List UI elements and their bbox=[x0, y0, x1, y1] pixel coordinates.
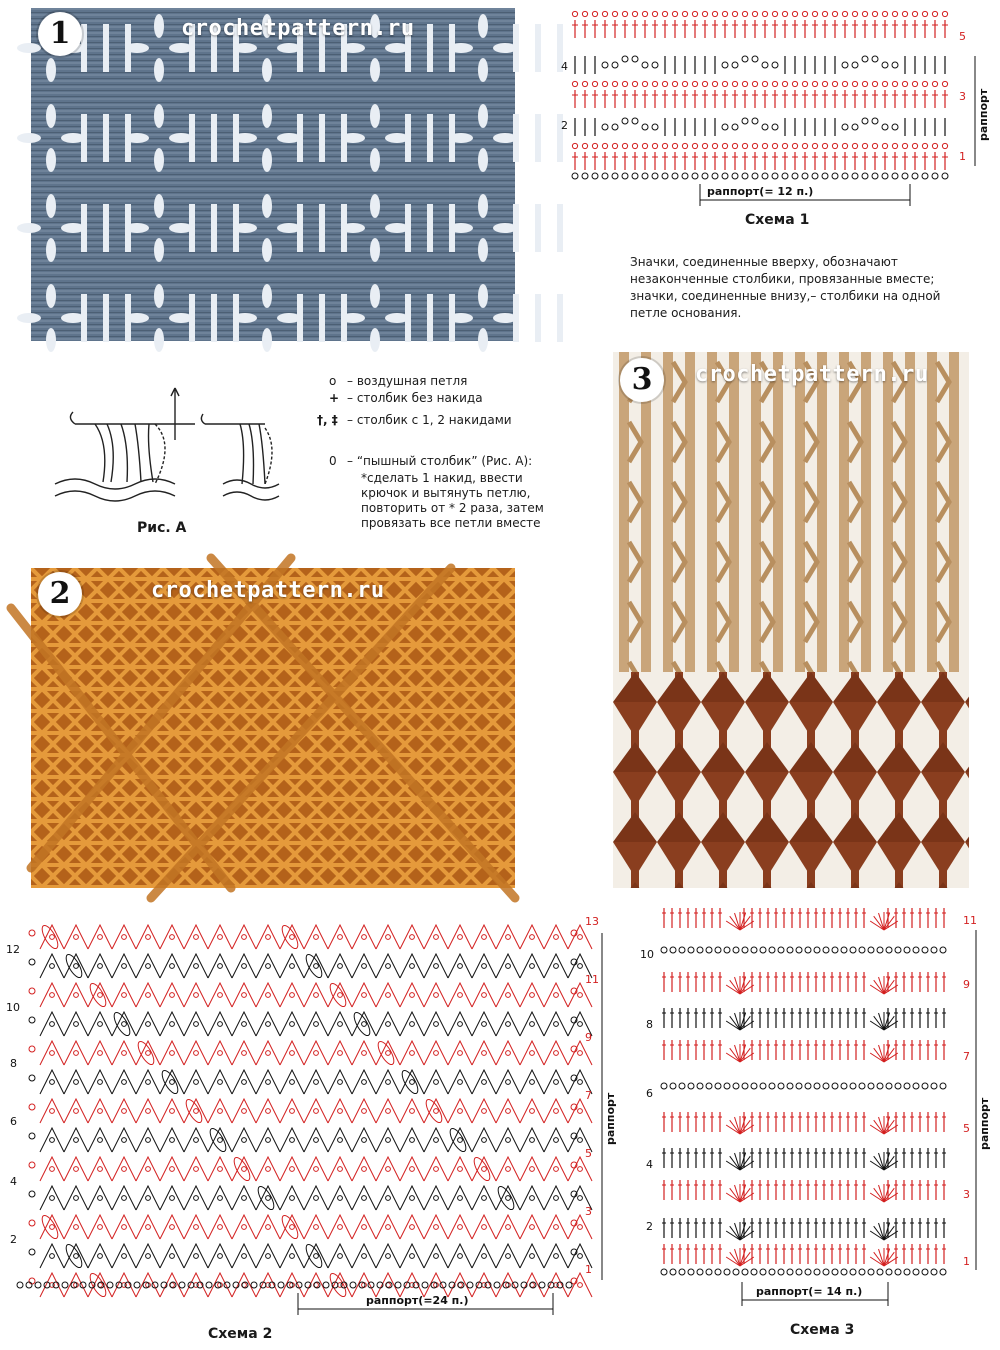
row-number: 4 bbox=[10, 1175, 17, 1188]
scheme-3-title: Схема 3 bbox=[790, 1322, 855, 1338]
mesh-hole bbox=[125, 313, 149, 323]
mesh-hole bbox=[233, 43, 257, 53]
mesh-bar bbox=[427, 294, 433, 342]
mesh-bar bbox=[319, 114, 325, 162]
legend-puff-description bbox=[361, 471, 544, 531]
mesh-hole bbox=[154, 284, 164, 308]
mesh-hole bbox=[46, 284, 56, 308]
scheme-2-title: Схема 2 bbox=[208, 1326, 273, 1342]
mesh-bar bbox=[405, 204, 411, 252]
row-number: 5 bbox=[959, 30, 966, 43]
mesh-hole bbox=[154, 58, 164, 82]
mesh-hole bbox=[370, 104, 380, 128]
mesh-bar bbox=[319, 204, 325, 252]
row-number: 2 bbox=[10, 1233, 17, 1246]
mesh-bar bbox=[211, 114, 217, 162]
mesh-hole bbox=[154, 194, 164, 218]
mesh-bar bbox=[535, 24, 541, 72]
mesh-bar bbox=[211, 204, 217, 252]
mesh-bar bbox=[103, 294, 109, 342]
scheme-1-diagram bbox=[555, 6, 995, 216]
mesh-hole bbox=[478, 104, 488, 128]
mesh-hole bbox=[262, 58, 272, 82]
rapport-label: раппорт(= 14 п.) bbox=[756, 1285, 863, 1298]
mesh-hole bbox=[46, 238, 56, 262]
mesh-bar bbox=[81, 114, 87, 162]
mesh-hole bbox=[154, 104, 164, 128]
mesh-hole bbox=[449, 133, 473, 143]
legend-text: – столбик без накида bbox=[347, 391, 483, 405]
row-number: 3 bbox=[959, 90, 966, 103]
figure-a-illustration bbox=[35, 380, 305, 510]
mesh-hole bbox=[262, 284, 272, 308]
symbol-legend bbox=[315, 372, 575, 542]
mesh-hole bbox=[46, 148, 56, 172]
row-number: 3 bbox=[585, 1205, 592, 1218]
mesh-bar bbox=[297, 204, 303, 252]
mesh-hole bbox=[46, 58, 56, 82]
row-number: 4 bbox=[646, 1158, 653, 1171]
note-line: незаконченные столбики, провязанные вместе; bbox=[630, 272, 935, 286]
mesh-bar bbox=[427, 204, 433, 252]
mesh-bar bbox=[427, 114, 433, 162]
legend-line: крючок и вытянуть петлю, bbox=[361, 486, 531, 500]
mesh-hole bbox=[370, 58, 380, 82]
mesh-hole bbox=[125, 43, 149, 53]
mesh-hole bbox=[478, 328, 488, 352]
mesh-bar bbox=[535, 114, 541, 162]
rapport-side-label: раппорт bbox=[978, 1097, 991, 1150]
row-number: 6 bbox=[10, 1115, 17, 1128]
mesh-hole bbox=[262, 148, 272, 172]
rapport-label: раппорт(=24 п.) bbox=[366, 1294, 469, 1307]
row-number: 5 bbox=[963, 1122, 970, 1135]
mesh-hole bbox=[449, 313, 473, 323]
legend-item bbox=[329, 454, 532, 469]
mesh-hole bbox=[370, 284, 380, 308]
mesh-hole bbox=[46, 194, 56, 218]
legend-text: – столбик с 1, 2 накидами bbox=[347, 413, 512, 427]
mesh-bar bbox=[535, 204, 541, 252]
mesh-bar bbox=[297, 114, 303, 162]
mesh-hole bbox=[370, 148, 380, 172]
legend-item bbox=[329, 374, 467, 389]
mesh-hole bbox=[154, 328, 164, 352]
mesh-hole bbox=[154, 238, 164, 262]
row-number: 8 bbox=[10, 1057, 17, 1070]
mesh-hole bbox=[478, 148, 488, 172]
photo-number-badge: 3 bbox=[620, 358, 664, 402]
mesh-hole bbox=[449, 43, 473, 53]
legend-item bbox=[329, 391, 483, 406]
mesh-bar bbox=[297, 294, 303, 342]
mesh-hole bbox=[262, 328, 272, 352]
photo-number-badge: 1 bbox=[38, 12, 82, 56]
photo-number-badge: 2 bbox=[38, 572, 82, 616]
mesh-bar bbox=[513, 114, 519, 162]
note-text bbox=[630, 254, 990, 322]
mesh-bar bbox=[427, 24, 433, 72]
mesh-bar bbox=[189, 114, 195, 162]
mesh-bar bbox=[405, 294, 411, 342]
row-number: 1 bbox=[959, 150, 966, 163]
rapport-label: раппорт(= 12 п.) bbox=[707, 185, 814, 198]
scheme-1-title: Схема 1 bbox=[745, 212, 810, 228]
row-number: 1 bbox=[585, 1263, 592, 1276]
mesh-hole bbox=[262, 104, 272, 128]
mesh-hole bbox=[478, 58, 488, 82]
row-number: 9 bbox=[963, 978, 970, 991]
mesh-bar bbox=[189, 294, 195, 342]
note-line: петле основания. bbox=[630, 306, 742, 320]
legend-text: – “пышный столбик” (Рис. А): bbox=[347, 454, 533, 468]
mesh-bar bbox=[103, 24, 109, 72]
photo-3-texture bbox=[613, 352, 969, 888]
watermark-text: crochetpattern.ru bbox=[695, 362, 929, 387]
legend-item bbox=[317, 413, 512, 428]
note-line: Значки, соединенные вверху, обозначают bbox=[630, 255, 898, 269]
mesh-hole bbox=[46, 104, 56, 128]
legend-line: провязать все петли вместе bbox=[361, 516, 541, 530]
mesh-hole bbox=[17, 43, 41, 53]
watermark-text: crochetpattern.ru bbox=[181, 16, 415, 41]
row-number: 7 bbox=[963, 1050, 970, 1063]
figure-a-caption: Рис. А bbox=[137, 520, 187, 536]
mesh-hole bbox=[449, 223, 473, 233]
row-number: 3 bbox=[963, 1188, 970, 1201]
mesh-hole bbox=[478, 14, 488, 38]
mesh-bar bbox=[557, 294, 563, 342]
scheme-2-diagram bbox=[0, 895, 615, 1325]
mesh-bar bbox=[189, 204, 195, 252]
mesh-hole bbox=[154, 14, 164, 38]
chain-stitch-icon: о bbox=[329, 374, 337, 388]
mesh-hole bbox=[341, 223, 365, 233]
mesh-hole bbox=[233, 313, 257, 323]
row-number: 9 bbox=[585, 1031, 592, 1044]
photo-pattern-1 bbox=[31, 8, 515, 341]
row-number: 2 bbox=[561, 119, 568, 132]
mesh-bar bbox=[513, 294, 519, 342]
legend-text: – воздушная петля bbox=[347, 374, 468, 388]
double-crochet-icon: †, ‡ bbox=[317, 413, 338, 427]
mesh-hole bbox=[478, 194, 488, 218]
mesh-hole bbox=[478, 238, 488, 262]
mesh-hole bbox=[46, 328, 56, 352]
note-line: значки, соединенные внизу,– столбики на одной bbox=[630, 289, 941, 303]
row-number: 8 bbox=[646, 1018, 653, 1031]
row-number: 10 bbox=[640, 948, 654, 961]
mesh-bar bbox=[319, 294, 325, 342]
mesh-bar bbox=[535, 294, 541, 342]
mesh-hole bbox=[17, 313, 41, 323]
scheme-3-diagram bbox=[640, 900, 995, 1320]
row-number: 11 bbox=[963, 914, 977, 927]
mesh-hole bbox=[125, 133, 149, 143]
mesh-bar bbox=[81, 294, 87, 342]
mesh-bar bbox=[81, 204, 87, 252]
single-crochet-icon: + bbox=[329, 391, 340, 405]
mesh-hole bbox=[233, 133, 257, 143]
mesh-hole bbox=[370, 194, 380, 218]
mesh-bar bbox=[405, 114, 411, 162]
photo-pattern-3 bbox=[613, 352, 969, 888]
watermark-text: crochetpattern.ru bbox=[151, 578, 385, 603]
mesh-bar bbox=[103, 204, 109, 252]
mesh-hole bbox=[262, 238, 272, 262]
legend-line: *сделать 1 накид, ввести bbox=[361, 471, 523, 485]
mesh-hole bbox=[17, 223, 41, 233]
mesh-hole bbox=[262, 194, 272, 218]
mesh-hole bbox=[341, 313, 365, 323]
puff-stitch-icon: 0 bbox=[329, 454, 337, 468]
mesh-hole bbox=[370, 238, 380, 262]
legend-line: повторить от * 2 раза, затем bbox=[361, 501, 544, 515]
row-number: 11 bbox=[585, 973, 599, 986]
photo-1-texture bbox=[31, 8, 515, 341]
row-number: 7 bbox=[585, 1089, 592, 1102]
mesh-hole bbox=[341, 133, 365, 143]
row-number: 12 bbox=[6, 943, 20, 956]
mesh-hole bbox=[154, 148, 164, 172]
mesh-hole bbox=[17, 133, 41, 143]
mesh-hole bbox=[125, 223, 149, 233]
photo-pattern-2 bbox=[31, 568, 515, 888]
rapport-side-label: раппорт bbox=[977, 88, 990, 141]
row-number: 13 bbox=[585, 915, 599, 928]
row-number: 1 bbox=[963, 1255, 970, 1268]
mesh-hole bbox=[341, 43, 365, 53]
mesh-hole bbox=[370, 328, 380, 352]
row-number: 4 bbox=[561, 60, 568, 73]
mesh-bar bbox=[103, 114, 109, 162]
mesh-hole bbox=[233, 223, 257, 233]
mesh-bar bbox=[513, 24, 519, 72]
rapport-side-label: раппорт bbox=[604, 1092, 617, 1145]
mesh-hole bbox=[478, 284, 488, 308]
row-number: 2 bbox=[646, 1220, 653, 1233]
photo-2-texture bbox=[31, 568, 515, 888]
mesh-bar bbox=[211, 294, 217, 342]
mesh-bar bbox=[513, 204, 519, 252]
row-number: 6 bbox=[646, 1087, 653, 1100]
row-number: 10 bbox=[6, 1001, 20, 1014]
row-number: 5 bbox=[585, 1147, 592, 1160]
